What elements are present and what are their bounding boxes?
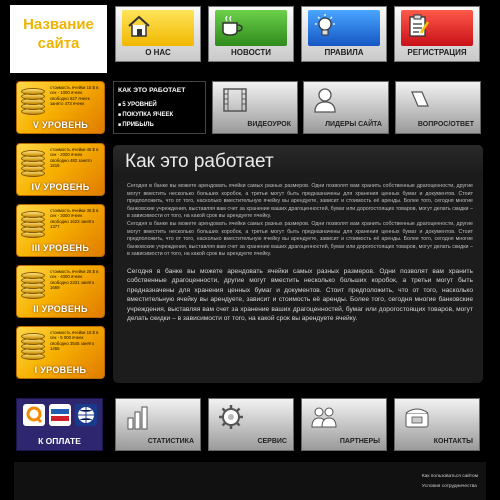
how-it-works-title: КАК ЭТО РАБОТАЕТ [118,87,186,94]
coins-icon [21,210,47,238]
footer [14,462,486,500]
page-title: Как это работает [125,151,274,172]
user-icon [312,86,342,114]
how-item: ■ ПОКУПКА ЯЧЕЕК [118,110,201,120]
nav-rules-button[interactable] [301,6,387,62]
level-card-4[interactable] [16,143,105,196]
content-paragraph: Сегодня в банке вы можете арендовать ячейки самых разных размеров. Одни позволят вам хранить собственные драгоценности, другие могут вместить несколько больших коробок, а третьи могут быть предназначены для хранения ценных бумаг и документов. Стоит предположить, что от того, насколько вместительную ячейку вы арендуете, зависит и стоимость её аренды. Более того, сегодня многие банковские учреждения, выставляя вам счет за хранение ваших драгоценностей, бумаг или дорогостоящих товаров, могут делать скидки – в зависимости от того, на какой срок вы арендуете ячейку. [127,220,473,258]
level-card-1[interactable] [16,326,105,379]
faq-button[interactable] [395,81,481,134]
how-item: ■ ПРИБЫЛЬ [118,120,201,130]
content-body [113,177,483,324]
site-name-line1: Название [23,16,94,33]
question-icon [404,86,434,114]
contacts-button[interactable] [394,398,480,451]
level-description: стоимость ячейки 25 $ в сек - 4000 ячеек свободно 2331 занято 1669 [50,269,99,290]
level-description: стоимость ячейки 15 $ в сек - 5 000 ячеек свободно 3545 занято 1455 [50,330,99,351]
coins-icon [21,149,47,177]
how-item: ■ 5 УРОВНЕЙ [118,100,201,110]
content-paragraph: Сегодня в банке вы можете арендовать ячейки самых разных размеров. Одни позволят вам хранить собственные драгоценности, другие могут вместить несколько больших коробок, а третьи могут быть предназначены для хранения ценных бумаг и документов. Стоит предположить, что от того, насколько вместительную ячейку вы арендуете, зависит и стоимость её аренды. Более того, сегодня многие банковские учреждения, выставляя вам счет за хранение ваших драгоценностей, бумаг или дорогостоящих товаров, могут делать скидки – в зависимости от того, на какой срок вы арендуете ячейку. [127,267,473,323]
nav-registration-button[interactable] [394,6,480,62]
nav-registration-label: РЕГИСТРАЦИЯ [407,48,467,57]
site-name-line2: сайта [37,35,80,52]
level-title: III УРОВЕНЬ [31,243,90,253]
home-icon [126,13,152,39]
lightbulb-icon [312,13,338,39]
nav-news-button[interactable] [208,6,294,62]
nav-about-label: О НАС [145,48,171,57]
content-paragraph: Сегодня в банке вы можете арендовать ячейки самых разных размеров. Одни позволят вам хранить собственные драгоценности, другие могут вместить несколько больших коробок, а третьи могут быть предназначены для хранения ценных бумаг и документов. Стоит предположить, что от того, насколько вместительную ячейку вы арендуете, зависит и стоимость её аренды. Более того, сегодня многие банковские учреждения, выставляя вам счет за хранение ваших драгоценностей, бумаг или дорогостоящих товаров, могут делать скидки – в зависимости от того, на какой срок вы арендуете ячейку. [127,183,473,220]
people-icon [310,403,338,431]
content-header [113,145,483,177]
statistics-button[interactable] [115,398,201,451]
site-logo[interactable] [10,5,107,73]
level-title: I УРОВЕНЬ [34,365,87,375]
bar-chart-icon [124,403,152,431]
footer-link-terms[interactable]: Условия сотрудничества [421,484,477,489]
service-button[interactable] [208,398,294,451]
level-title: IV УРОВЕНЬ [31,182,90,192]
level-description: стоимость ячейки 35 $ в сек - 3000 ячеек свободно 1623 занято 1377 [50,208,99,229]
nav-rules-label: ПРАВИЛА [324,48,364,57]
payment-label: К ОПЛАТЕ [38,436,81,446]
video-lesson-label: ВИДЕОУРОК [247,121,291,128]
how-it-works-box[interactable] [113,81,206,134]
nav-about-button[interactable] [115,6,201,62]
coins-icon [21,271,47,299]
site-leaders-label: ЛИДЕРЫ САЙТА [325,121,382,128]
payment-button[interactable] [16,398,103,451]
service-label: СЕРВИС [257,438,287,445]
phone-icon [403,403,431,431]
level-title: V УРОВЕНЬ [32,120,89,130]
contacts-label: КОНТАКТЫ [433,438,473,445]
statistics-label: СТАТИСТИКА [147,438,194,445]
cup-icon [219,13,245,39]
site-leaders-button[interactable] [303,81,389,134]
level-card-5[interactable] [16,81,105,134]
partners-label: ПАРТНЕРЫ [339,438,380,445]
visa-icon [75,404,97,426]
faq-label: ВОПРОС/ОТВЕТ [417,121,474,128]
qiwi-icon [23,404,45,426]
coins-icon [21,87,47,115]
partners-button[interactable] [301,398,387,451]
footer-links [422,472,478,492]
nav-news-label: НОВОСТИ [230,48,271,57]
level-card-3[interactable] [16,204,105,257]
video-lesson-button[interactable] [212,81,298,134]
level-description: стоимость ячейки 15 $ в сек - 1000 ячеек свободно 527 ячеек занято 473 ячеек [50,85,99,106]
level-description: стоимость ячейки 45 $ в сек - 2000 ячеек свободно 482 занято 1518 [50,147,99,168]
film-icon [221,86,251,114]
level-title: II УРОВЕНЬ [33,304,88,314]
coins-icon [21,332,47,360]
clipboard-icon [405,13,431,39]
gear-icon [217,403,245,431]
robokassa-icon [49,404,71,426]
main-content [113,145,483,383]
footer-link-how-to-use[interactable]: Как пользоваться сайтом [421,474,478,479]
level-card-2[interactable] [16,265,105,318]
